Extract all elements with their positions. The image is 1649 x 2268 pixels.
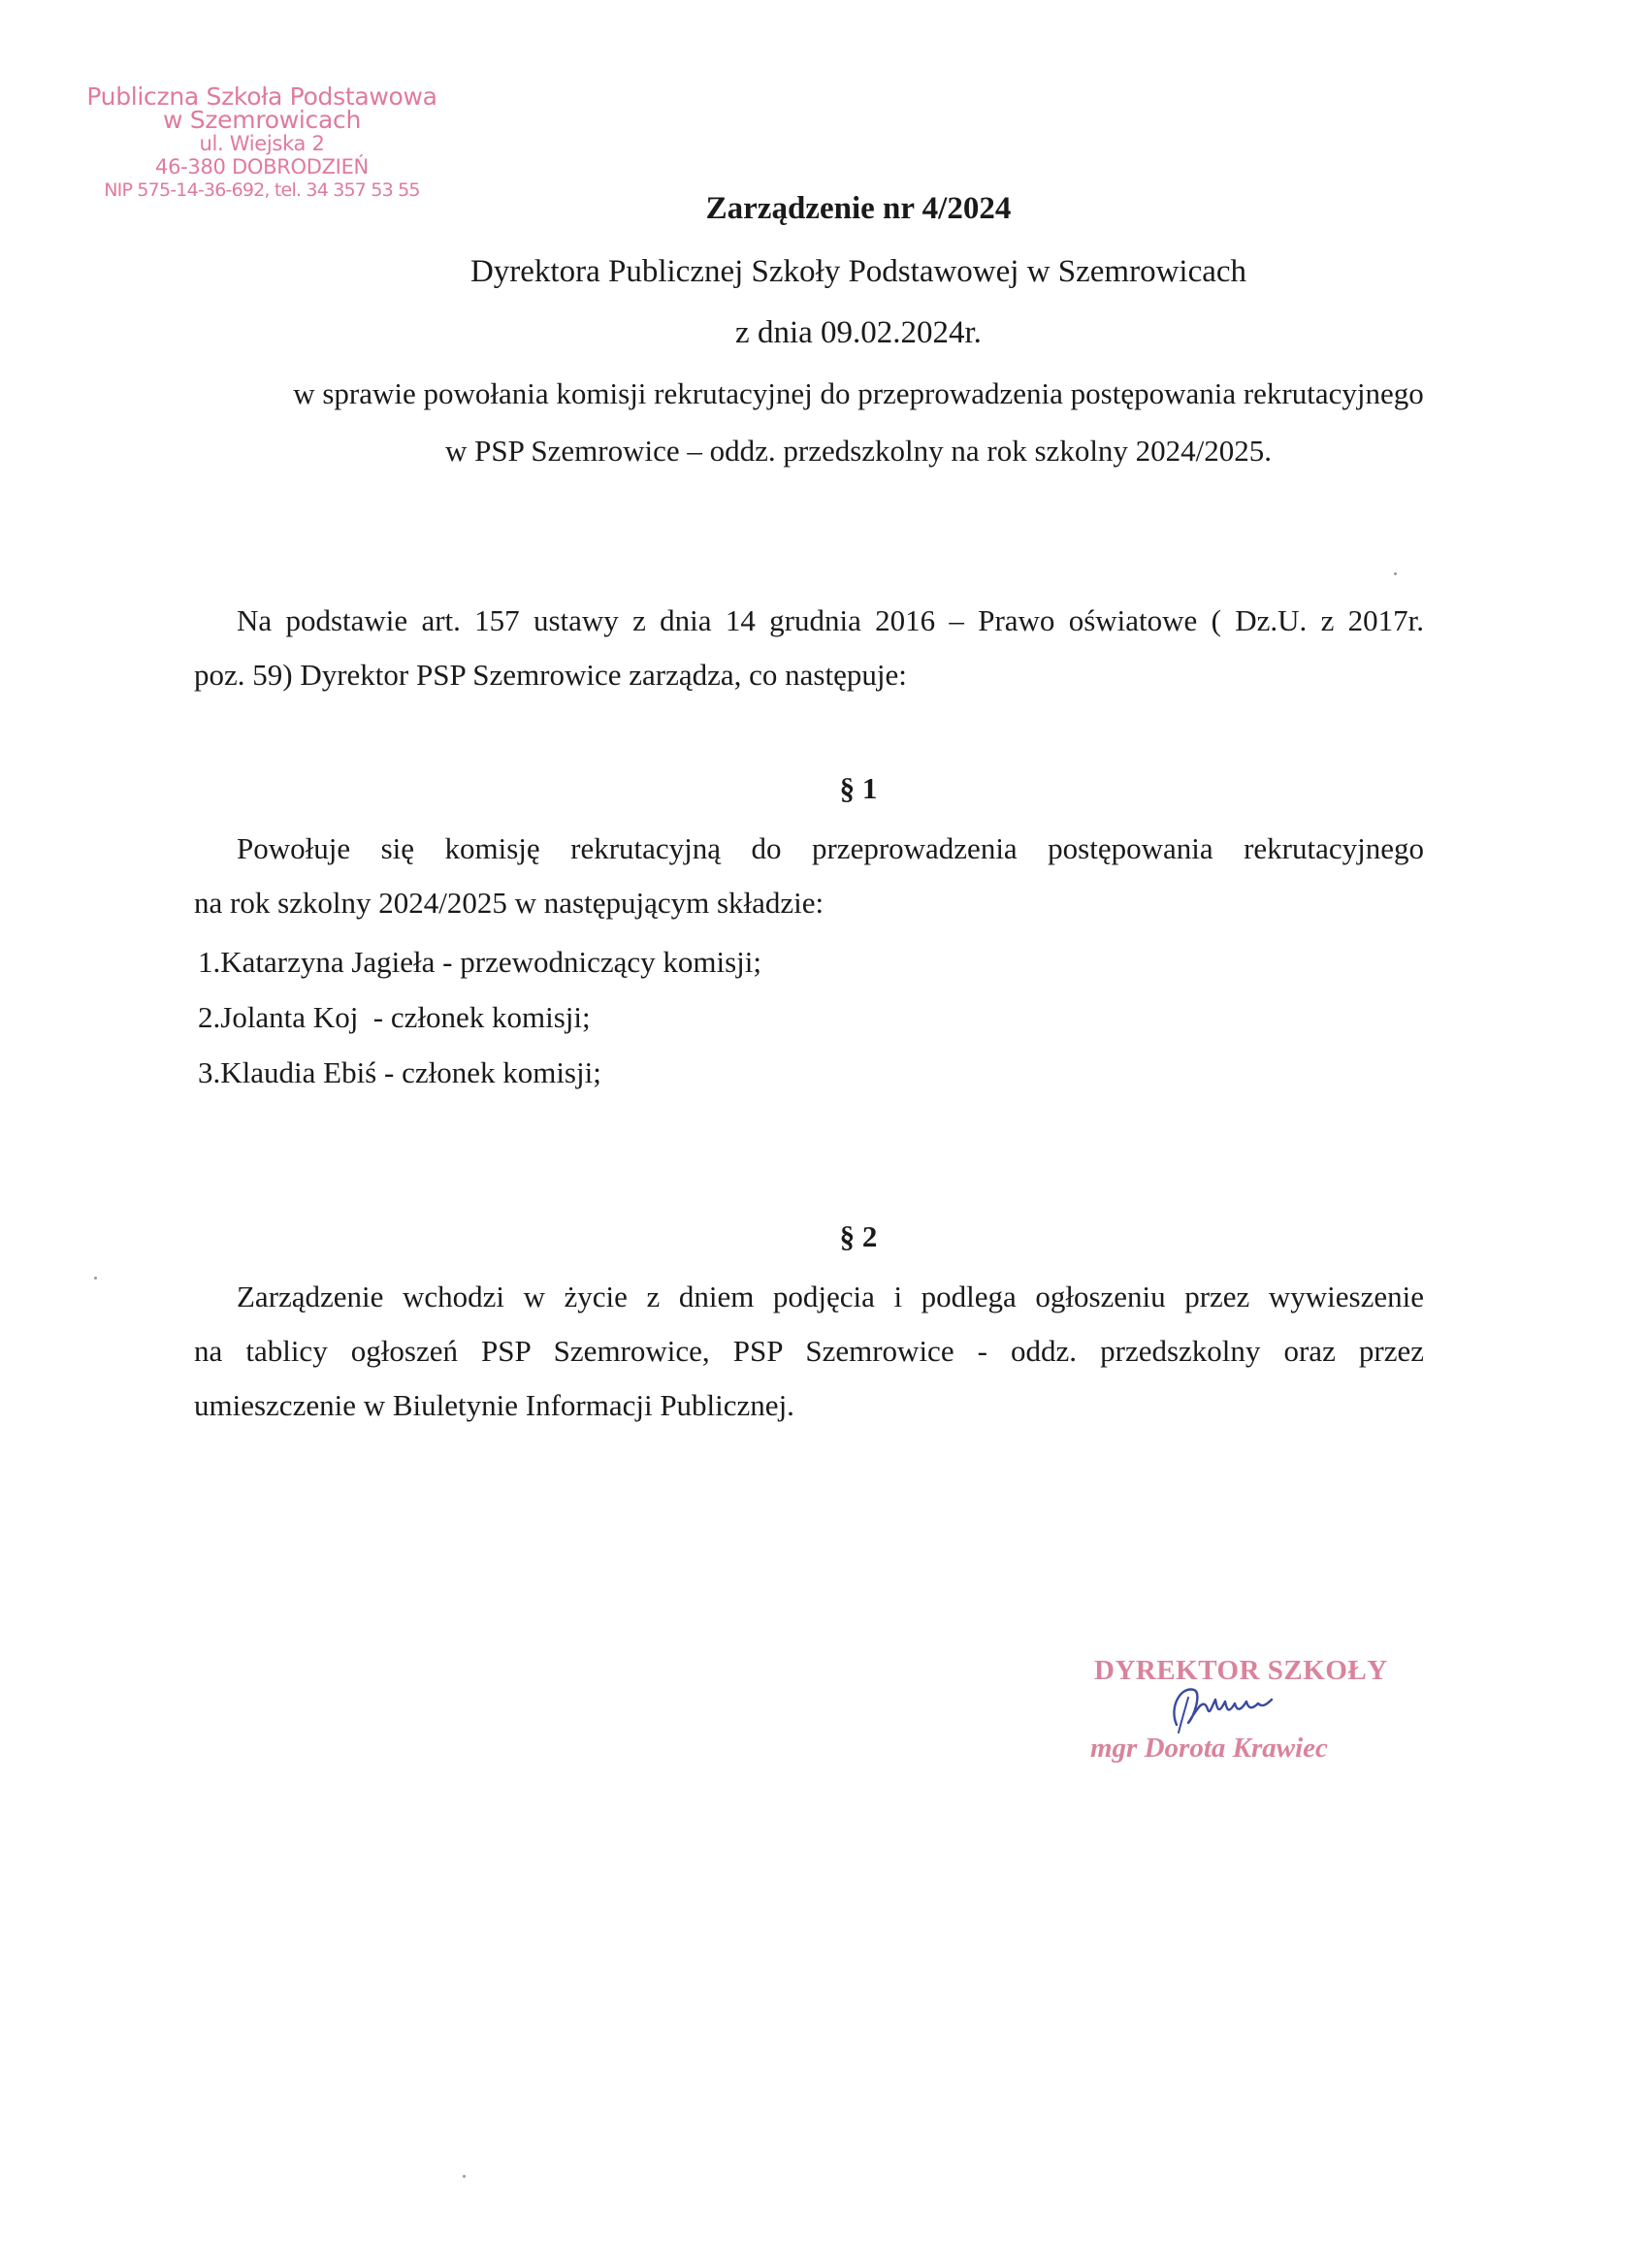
scan-speck bbox=[94, 1277, 97, 1280]
section-2-paragraph bbox=[194, 1270, 1424, 1433]
signature-role: DYREKTOR SZKOŁY bbox=[1094, 1655, 1388, 1686]
legal-basis-line-2: poz. 59) Dyrektor PSP Szemrowice zarządza, co następuje: bbox=[194, 658, 907, 692]
school-stamp bbox=[58, 82, 466, 202]
section-2-line-2: na tablicy ogłoszeń PSP Szemrowice, PSP Szemrowice - oddz. przedszkolny oraz przez bbox=[194, 1334, 1424, 1368]
document-issuer: Dyrektora Publicznej Szkoły Podstawowej w Szemrowicach bbox=[469, 254, 1247, 289]
section-1-heading: § 1 bbox=[839, 771, 878, 805]
scan-speck bbox=[1394, 572, 1397, 575]
signature-name: mgr Dorota Krawiec bbox=[1090, 1733, 1328, 1764]
document-date: z dnia 09.02.2024r. bbox=[735, 315, 982, 350]
section-1-line-1: Powołuje się komisję rekrutacyjną do przeprowadzenia postępowania rekrutacyjnego bbox=[237, 831, 1424, 865]
legal-basis-line-1: Na podstawie art. 157 ustawy z dnia 14 grudnia 2016 – Prawo oświatowe ( Dz.U. z 2017r. bbox=[237, 603, 1424, 637]
legal-basis-paragraph bbox=[194, 594, 1424, 702]
stamp-postal-city: 46-380 DOBRODZIEŃ bbox=[155, 155, 369, 178]
stamp-nip-phone: NIP 575-14-36-692, tel. 34 357 53 55 bbox=[104, 179, 420, 201]
section-1-line-2: na rok szkolny 2024/2025 w następującym składzie: bbox=[194, 886, 824, 920]
stamp-location: w Szemrowicach bbox=[163, 106, 361, 134]
director-signature-stamp bbox=[1086, 1649, 1397, 1775]
stamp-school-name: Publiczna Szkoła Podstawowa bbox=[86, 82, 437, 111]
list-item: 2.Jolanta Koj - członek komisji; bbox=[198, 1000, 591, 1034]
document-title: Zarządzenie nr 4/2024 bbox=[705, 191, 1012, 226]
list-item: 3.Klaudia Ebiś - członek komisji; bbox=[198, 1055, 601, 1089]
committee-members-list bbox=[198, 934, 761, 1100]
section-2-heading: § 2 bbox=[839, 1219, 878, 1253]
stamp-street: ul. Wiejska 2 bbox=[199, 132, 325, 155]
list-item: 1.Katarzyna Jagieła - przewodniczący komisji; bbox=[198, 945, 762, 979]
document-subject-line-1: w sprawie powołania komisji rekrutacyjnej do przeprowadzenia postępowania rekrutacyjnego bbox=[293, 376, 1424, 410]
section-2-line-3: umieszczenie w Biuletynie Informacji Publicznej. bbox=[194, 1388, 794, 1422]
document-subject-line-2: w PSP Szemrowice – oddz. przedszkolny na rok szkolny 2024/2025. bbox=[444, 434, 1273, 468]
scan-speck bbox=[463, 2175, 466, 2178]
section-1-paragraph bbox=[194, 822, 1424, 930]
section-2-line-1: Zarządzenie wchodzi w życie z dniem podjęcia i podlega ogłoszeniu przez wywieszenie bbox=[237, 1280, 1424, 1313]
